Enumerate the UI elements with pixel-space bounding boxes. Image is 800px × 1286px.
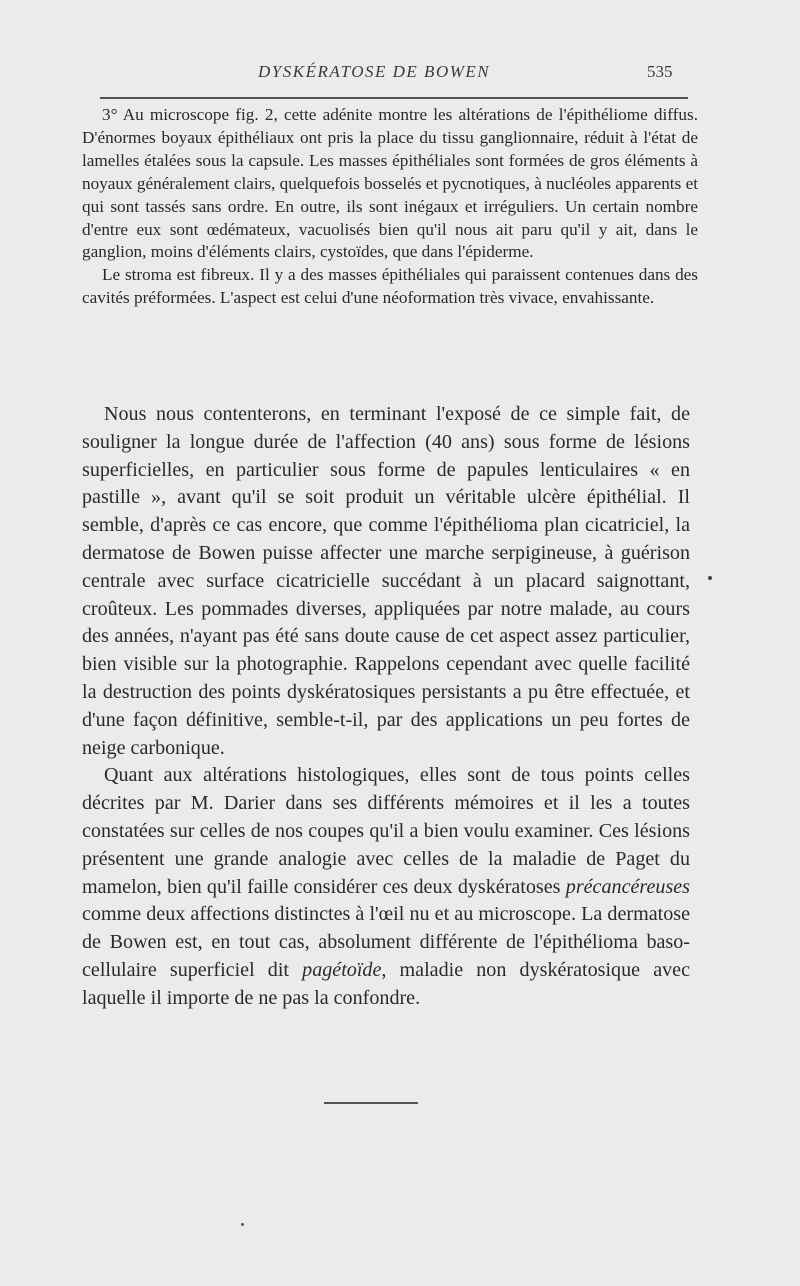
end-of-section-rule — [324, 1102, 418, 1104]
paragraph-conclusion: Nous nous contenterons, en terminant l'exposé de ce simple fait, de souligner la longue durée de l'affection (40 ans) sous forme de lésions superficielles, en particulier sous forme de papules lenticulaires « en pastille », avant qu'il se soit produit un véritable ulcère épithélial. Il semble, d'après ce cas encore, que comme l'épithélioma plan cicatriciel, la dermatose de Bowen puisse affecter une marche serpigineuse, à guérison centrale avec surface cicatricielle succédant à un placard saignottant, croûteux. Les pommades diverses, appliquées par notre malade, au cours des années, n'ayant pas été sans doute cause de cet aspect assez particulier, bien visible sur la photographie. Rappelons cependant avec quelle facilité la destruction des points dyskératosiques persistants a pu être effectuée, et d'une façon définitive, semble-t-il, par des applications un peu fortes de neige carbonique. — [82, 403, 690, 759]
paragraph-histology — [82, 762, 690, 1012]
page-number: 535 — [647, 62, 673, 81]
paragraph-histology-part-3: , maladie non dyskératosique avec laquelle il importe de ne pas la confondre. — [82, 958, 690, 1009]
margin-speck — [708, 576, 712, 580]
emphasis-precancereuses: précancéreuses — [565, 875, 690, 898]
main-text-section — [82, 401, 690, 1013]
small-print-section — [82, 104, 698, 310]
emphasis-pagetoide: pagétoïde — [302, 958, 382, 981]
running-header-title: DYSKÉRATOSE DE BOWEN — [258, 62, 491, 81]
paragraph-histology-part-2: comme deux affections distinctes à l'œil nu et au microscope. La dermatose de Bowen est, en tout cas, absolument différente de l'épithélioma baso-cellulaire superficiel dit — [82, 903, 690, 981]
paragraph-microscope: 3° Au microscope fig. 2, cette adénite montre les altérations de l'épithéliome diffus. D'énormes boyaux épithéliaux ont pris la place du tissu ganglionnaire, réduit à l'état de lamelles étalées sous la capsule. Les masses épithéliales sont formées de gros éléments à noyaux généralement clairs, quelquefois bosselés et pycnotiques, à nucléoles apparents et qui sont tassés sans ordre. En outre, ils sont inégaux et irréguliers. Un certain nombre d'entre eux sont œdémateux, vacuolisés bien qu'il nous ait paru qu'il y ait, dans le ganglion, moins d'éléments clairs, cystoïdes, que dans l'épiderme. — [82, 105, 698, 262]
paragraph-stroma: Le stroma est fibreux. Il y a des masses épithéliales qui paraissent contenues dans des cavités préformées. L'aspect est celui d'une néoformation très vivace, envahissante. — [82, 265, 698, 308]
page-speck — [241, 1223, 244, 1226]
header-rule — [100, 97, 688, 99]
paragraph-histology-part-1: Quant aux altérations histologiques, elles sont de tous points celles décrites par M. Darier dans ses différents mémoires et il les a toutes constatées sur celles de nos coupes qu'il a bien voulu examiner. Ces lésions présentent une grande analogie avec celles de la maladie de Paget du mamelon, bien qu'il faille considérer ces deux dyskératoses — [82, 764, 690, 898]
